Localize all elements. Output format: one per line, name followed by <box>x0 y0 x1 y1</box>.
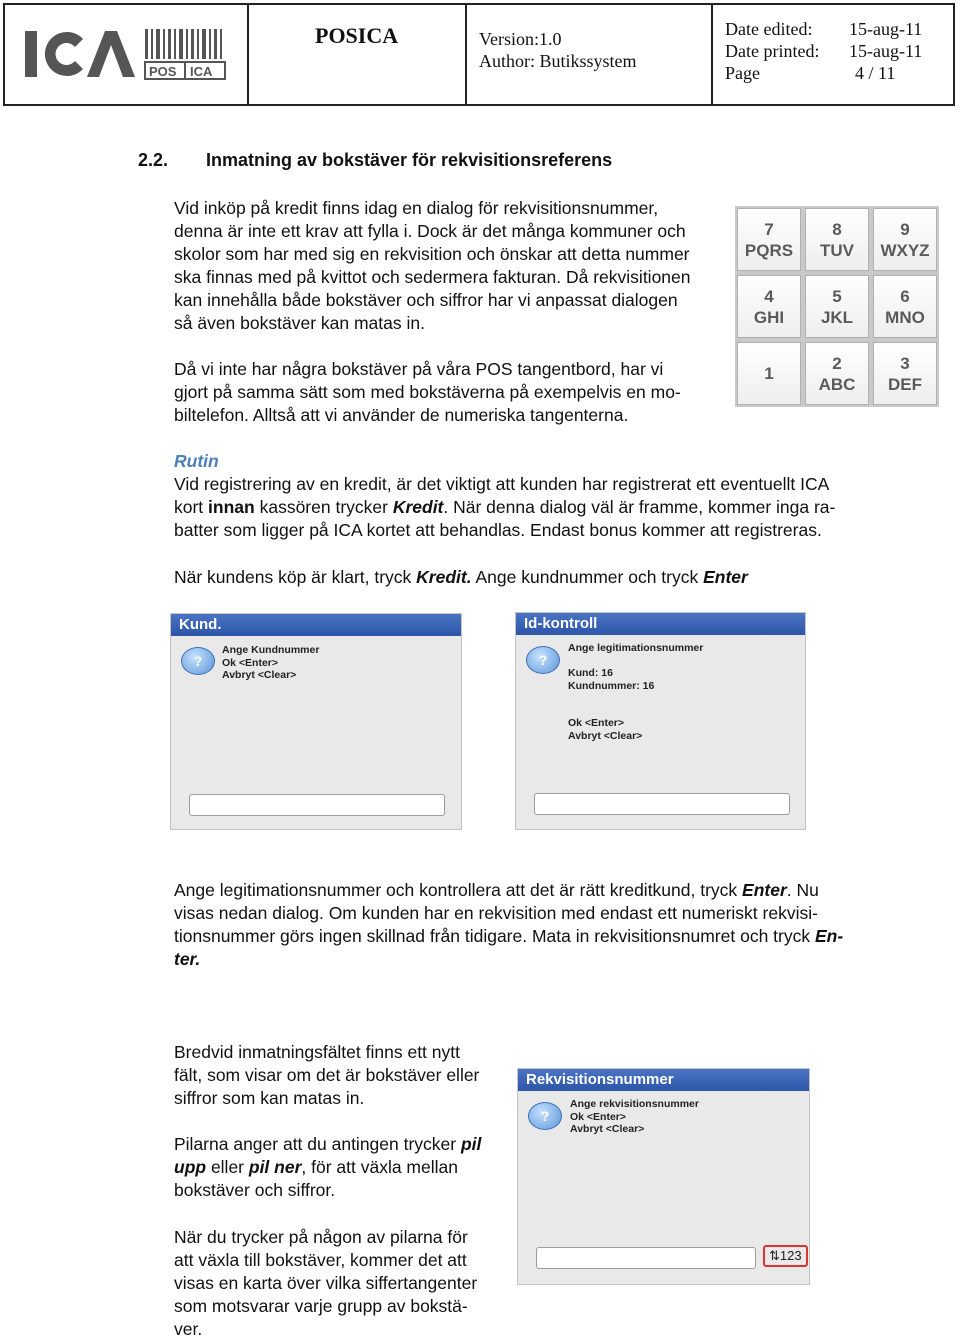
svg-text:ICA: ICA <box>190 64 213 79</box>
section-number: 2.2. <box>138 150 169 170</box>
dialog-title: Id-kontroll <box>516 613 805 635</box>
new-field-paragraph: Bredvid inmatningsfältet finns ett nytt fält, som visar om det är bokstäver eller siffror som kan matas in. <box>174 1042 480 1108</box>
page-label: Page <box>725 63 760 83</box>
rutin-line: kort innan kassören trycker Kredit. När denna dialog väl är framme, kommer inga ra- <box>174 497 836 517</box>
key-6: 6 MNO <box>873 275 937 338</box>
input-mode-indicator[interactable]: ⇅123 <box>763 1245 808 1267</box>
map-paragraph: När du trycker på någon av pilarna för att växla till bokstäver, kommer det att visas en karta över vilka siffertangenter som motsvarar varje grupp av bokstä- ver. <box>174 1227 478 1339</box>
document-header <box>3 3 955 106</box>
rutin-block <box>174 450 835 542</box>
section-title: Inmatning av bokstäver för rekvisitionsreferens <box>206 150 613 170</box>
key-3: 3 DEF <box>873 342 937 405</box>
intro-paragraph <box>174 197 691 335</box>
rekvisition-input[interactable] <box>536 1247 756 1269</box>
doc-title: POSICA <box>315 23 399 48</box>
ica-posica-logo <box>25 27 230 87</box>
up-down-arrows-icon: ⇅ <box>769 1248 780 1263</box>
date-edited-label: Date edited: <box>725 19 813 39</box>
intro-line: så även bokstäver kan matas in. <box>174 313 425 333</box>
para-line: biltelefon. Alltså att vi använder de numeriska tangenterna. <box>174 405 629 425</box>
logo-cell <box>5 5 249 104</box>
date-printed-label: Date printed: <box>725 41 820 61</box>
key-8: 8 TUV <box>805 208 869 271</box>
dialog-title: Rekvisitionsnummer <box>518 1069 809 1091</box>
key-2: 2 ABC <box>805 342 869 405</box>
numeric-keypad <box>735 206 939 407</box>
doc-author: Author: Butikssystem <box>479 51 637 71</box>
section-heading <box>138 150 612 171</box>
key-1: 1 <box>737 342 801 405</box>
kundnummer-input[interactable] <box>189 794 445 816</box>
key-5: 5 JKL <box>805 275 869 338</box>
rutin-line: batter som ligger på ICA kortet att behandlas. Endast bonus kommer att registreras. <box>174 520 822 540</box>
question-icon: ? <box>181 647 215 675</box>
dates-cell <box>713 5 953 104</box>
date-edited: 15-aug-11 <box>849 19 923 39</box>
rekvisition-dialog <box>517 1068 810 1285</box>
step-instruction: När kundens köp är klart, tryck Kredit. Ange kundnummer och tryck Enter <box>174 567 748 587</box>
version-cell <box>467 5 713 104</box>
page-number: 4 / 11 <box>855 63 896 83</box>
rutin-line: Vid registrering av en kredit, är det viktigt att kunden har registrerat ett eventuellt ICA <box>174 474 830 494</box>
svg-text:POS: POS <box>149 64 177 79</box>
id-instruction: Ange legitimationsnummer och kontrollera att det är rätt kreditkund, tryck Enter. Nu visas nedan dialog. Om kunden har en rekvisition med endast ett numeriskt rekvisi- tionsnummer görs ingen skillnad från tidigare. Mata in rekvisitionsnumret och tryck En- ter. <box>174 880 844 969</box>
key-4: 4 GHI <box>737 275 801 338</box>
intro-line: denna är inte ett krav att fylla i. Dock är det många kommuner och <box>174 221 686 241</box>
intro-line: kan innehålla både bokstäver och siffror har vi anpassat dialogen <box>174 290 678 310</box>
question-icon: ? <box>528 1102 562 1130</box>
key-7: 7 PQRS <box>737 208 801 271</box>
dialog-text: Ange Kundnummer Ok <Enter> Avbryt <Clear> <box>222 644 320 681</box>
key-9: 9 WXYZ <box>873 208 937 271</box>
kund-dialog <box>170 613 462 830</box>
doc-version: Version:1.0 <box>479 29 562 49</box>
dialog-text: Ange rekvisitionsnummer Ok <Enter> Avbryt <Clear> <box>570 1098 699 1135</box>
question-icon: ? <box>526 646 560 674</box>
dialog-title: Kund. <box>171 614 461 636</box>
legitimation-input[interactable] <box>534 793 790 815</box>
intro-line: skolor som har med sig en rekvisition och önskar att detta nummer <box>174 244 690 264</box>
dialog-text: Ange legitimationsnummer Kund: 16 Kundnummer: 16 Ok <Enter> Avbryt <Clear> <box>568 642 704 742</box>
rutin-heading: Rutin <box>174 451 219 471</box>
date-printed: 15-aug-11 <box>849 41 923 61</box>
arrows-paragraph: Pilarna anger att du antingen trycker pil upp eller pil ner, för att växla mellan bokstäver och siffror. <box>174 1134 482 1200</box>
intro-line: ska finnas med på kvittot och sedermera fakturan. Då rekvisitionen <box>174 267 691 287</box>
para-line: gjort på samma sätt som med bokstäverna på exempelvis en mo- <box>174 382 681 402</box>
id-kontroll-dialog <box>515 612 806 830</box>
intro-line: Vid inköp på kredit finns idag en dialog för rekvisitionsnummer, <box>174 198 659 218</box>
para-line: Då vi inte har några bokstäver på våra POS tangentbord, har vi <box>174 359 664 379</box>
title-cell <box>249 5 467 104</box>
keyboard-paragraph <box>174 358 681 427</box>
